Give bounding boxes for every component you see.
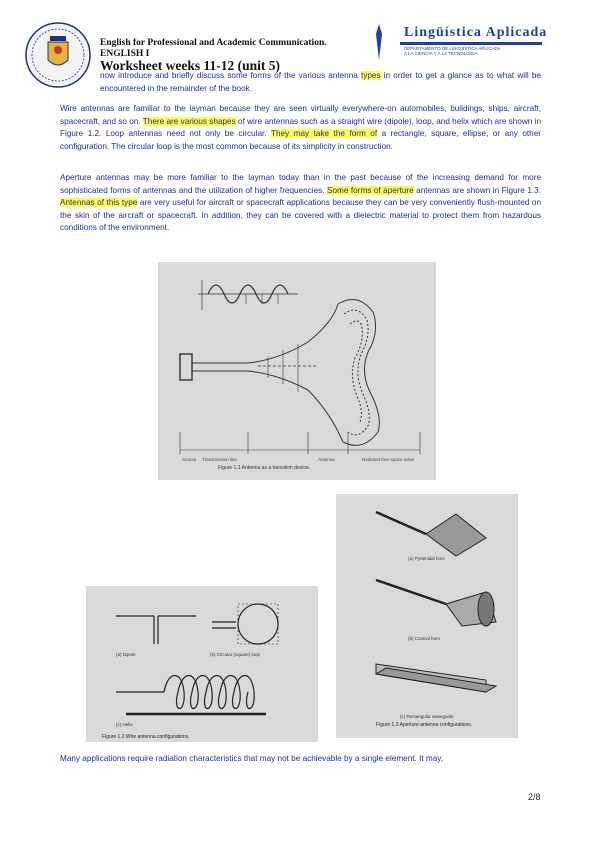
p2-text-c: a rectangle, square, ellipse, or any other configuration. The circular loop is the most common because of its simplicity in construction. bbox=[60, 129, 541, 151]
p2-text-b: of wire antennas such as a straight wire (dipole), loop, and helix which are shown in Figure 1.2. Loop antennas need not only be circular. bbox=[60, 116, 542, 138]
page-number: 2/8 bbox=[528, 792, 541, 802]
university-crest-logo bbox=[20, 20, 96, 90]
p1-highlight: types bbox=[361, 71, 381, 80]
figure-1-1 bbox=[158, 262, 436, 480]
fig3-label-a: (a) Pyramidal horn bbox=[408, 556, 446, 561]
p3-text-b: antennas are shown in Figure 1.3. bbox=[413, 185, 541, 195]
p1-text-b: in order to get a glance as to what will be encountered in the remainder of the book. bbox=[100, 71, 541, 93]
fig1-label-line: Transmission line bbox=[202, 457, 237, 462]
logo-subtitle-line-2: A LA CIENCIA Y A LA TECNOLOGÍA bbox=[404, 51, 478, 56]
fig1-label-source: Source bbox=[182, 457, 197, 462]
fig3-label-c: (c) Rectangular waveguide bbox=[400, 714, 454, 719]
p3-text-a: Aperture antennas may be more familiar to the layman today than in the past because of the increasing demand for more sophisticated forms of antennas and the utilization of higher frequencies. bbox=[60, 173, 541, 195]
fig1-label-wave: Radiated free-space wave bbox=[362, 457, 415, 462]
p2-text-a: Wire antennas are familiar to the layman because they are seen virtually everywhere-on automobiles, buildings, ships, aircraft, spacecraft, and so on. bbox=[60, 104, 541, 126]
worksheet-title: Worksheet weeks 11-12 (unit 5) bbox=[100, 58, 280, 73]
fig3-caption: Figure 1.3 Aperture antenna configurations. bbox=[376, 722, 473, 728]
fig3-label-b: (b) Conical horn bbox=[408, 636, 441, 641]
course-line-2: ENGLISH I bbox=[100, 49, 150, 59]
department-logo-icon bbox=[372, 22, 386, 62]
course-title bbox=[100, 38, 327, 60]
fig2-label-b: (b) Circular (square) loop bbox=[210, 652, 261, 657]
p3-highlight-2: Antennas of this type bbox=[60, 198, 138, 207]
logo-divider bbox=[400, 42, 542, 45]
fig2-caption: Figure 1.2 Wire antenna configurations. bbox=[102, 734, 190, 740]
p2-highlight-1: There are various shapes bbox=[142, 116, 236, 126]
paragraph-3 bbox=[60, 172, 541, 235]
p1-text-a: now introduce and briefly discuss some forms of the various antenna bbox=[100, 71, 361, 80]
p2-highlight-2: They may take the form of bbox=[270, 129, 378, 138]
paragraph-1 bbox=[100, 70, 541, 95]
p3-text-c: are very useful for aircraft or spacecraft applications because they can be very conveniently flush-mounted on the skin of the aircraft or spacecraft. In addition, they can be covered with a dielectric material to protect them from hazardous conditions of the environment. bbox=[60, 198, 542, 232]
fig1-label-antenna: Antenna bbox=[318, 457, 335, 462]
p3-highlight-1: Some forms of aperture bbox=[327, 185, 414, 195]
department-logo-subtitle bbox=[404, 46, 501, 56]
fig1-caption: Figure 1.1 Antenna as a transition device. bbox=[218, 465, 311, 471]
figure-1-3 bbox=[336, 494, 518, 738]
course-line-1: English for Professional and Academic Communication. bbox=[100, 38, 327, 48]
paragraph-4: Many applications require radiation characteristics that may not be achievable by a single element. It may, bbox=[60, 754, 444, 763]
figure-1-2 bbox=[86, 586, 318, 742]
paragraph-2 bbox=[60, 103, 541, 153]
logo-subtitle-line-1: DEPARTAMENTO DE LINGÜÍSTICA APLICADA bbox=[404, 46, 501, 51]
department-logo-title: Lingüística Aplicada bbox=[404, 25, 548, 40]
fig2-label-c: (c) Helix bbox=[116, 722, 133, 727]
fig2-label-a: (a) Dipole bbox=[116, 652, 136, 657]
